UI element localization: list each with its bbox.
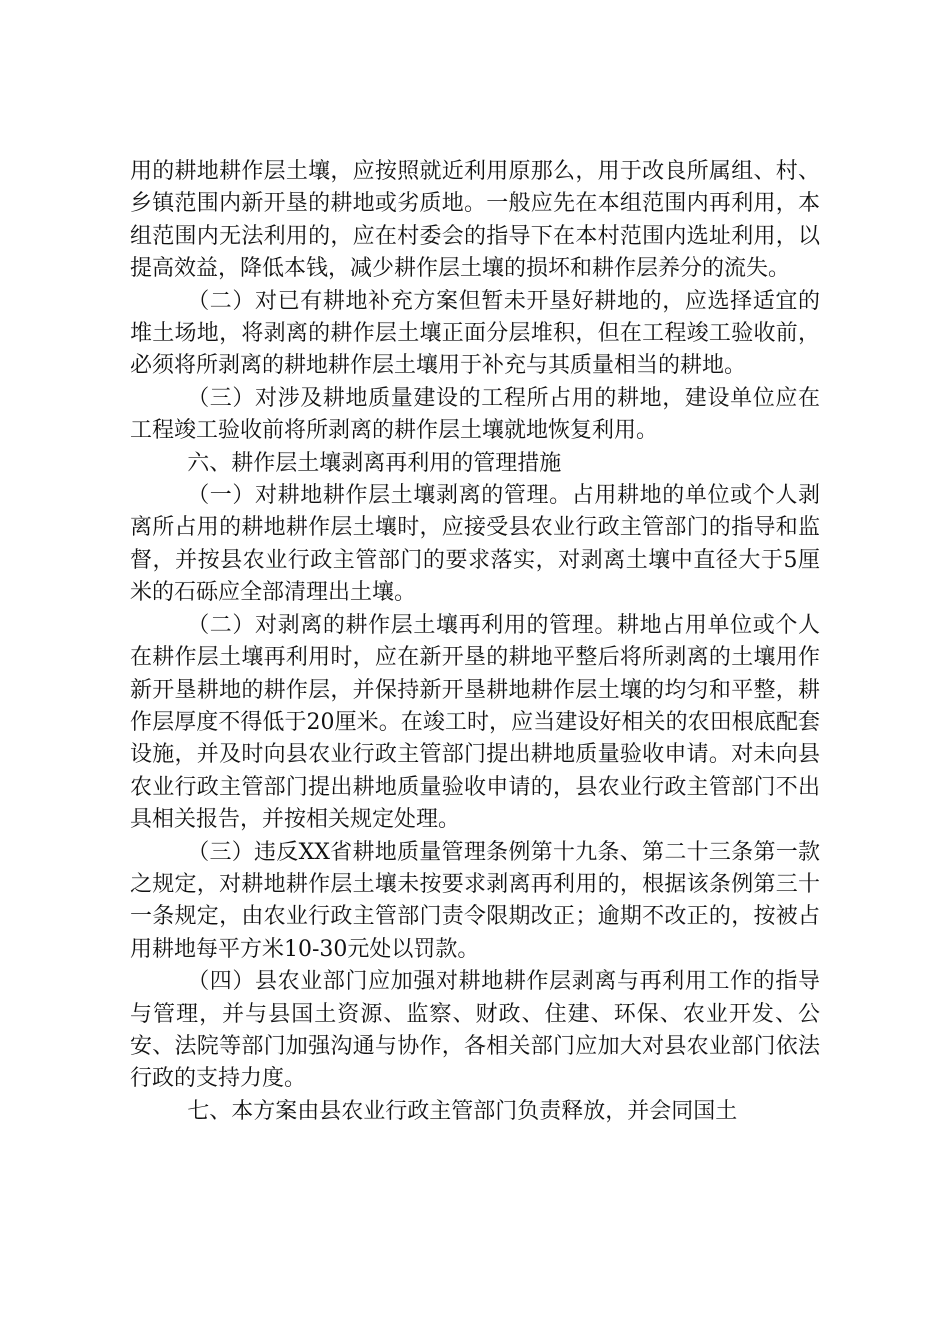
paragraph-item-3-restore: （三）对涉及耕地质量建设的工程所占用的耕地，建设单位应在工程竣工验收前将所剥离的耕作层土壤就地恢复利用。	[130, 385, 820, 444]
paragraph-continuation: 用的耕地耕作层土壤，应按照就近利用原那么，用于改良所属组、村、乡镇范围内新开垦的耕地或劣质地。一般应先在本组范围内再利用，本组范围内无法利用的，应在村委会的指导下在本村范围内选址利用，以提高效益，降低本钱，减少耕作层土壤的损坏和耕作层养分的流失。	[130, 159, 820, 282]
paragraph-item-2-reuse: （二）对剥离的耕作层土壤再利用的管理。耕地占用单位或个人在耕作层土壤再利用时，应在新开垦的耕地平整后将所剥离的土壤用作新开垦耕地的耕作层，并保持新开垦耕地耕作层土壤的均匀和平整，耕作层厚度不得低于20厘米。在竣工时，应当建设好相关的农田根底配套设施，并及时向县农业行政主管部门提出耕地质量验收申请。对未向县农业行政主管部门提出耕地质量验收申请的，县农业行政主管部门不出具相关报告，并按相关规定处理。	[130, 612, 820, 833]
paragraph-item-3-penalty: （三）违反XX省耕地质量管理条例第十九条、第二十三条第一款之规定，对耕地耕作层土壤未按要求剥离再利用的，根据该条例第三十一条规定，由农业行政主管部门责令限期改正；逾期不改正的，按被占用耕地每平方米10-30元处以罚款。	[130, 839, 820, 962]
document-page	[130, 156, 820, 1128]
section-heading-7: 七、本方案由县农业行政主管部门负责释放，并会同国土	[187, 1098, 738, 1124]
section-heading-6: 六、耕作层土壤剥离再利用的管理措施	[187, 450, 562, 476]
paragraph-item-4-cooperation: （四）县农业部门应加强对耕地耕作层剥离与再利用工作的指导与管理，并与县国土资源、监察、财政、住建、环保、农业开发、公安、法院等部门加强沟通与协作，各相关部门应加大对县农业部门依法行政的支持力度。	[130, 969, 820, 1092]
paragraph-item-2-storage: （二）对已有耕地补充方案但暂未开垦好耕地的，应选择适宜的堆土场地，将剥离的耕作层土壤正面分层堆积，但在工程竣工验收前，必须将所剥离的耕地耕作层土壤用于补充与其质量相当的耕地。	[130, 288, 820, 379]
paragraph-item-1-stripping: （一）对耕地耕作层土壤剥离的管理。占用耕地的单位或个人剥离所占用的耕地耕作层土壤时，应接受县农业行政主管部门的指导和监督，并按县农业行政主管部门的要求落实，对剥离土壤中直径大于5厘米的石砾应全部清理出土壤。	[130, 483, 820, 606]
